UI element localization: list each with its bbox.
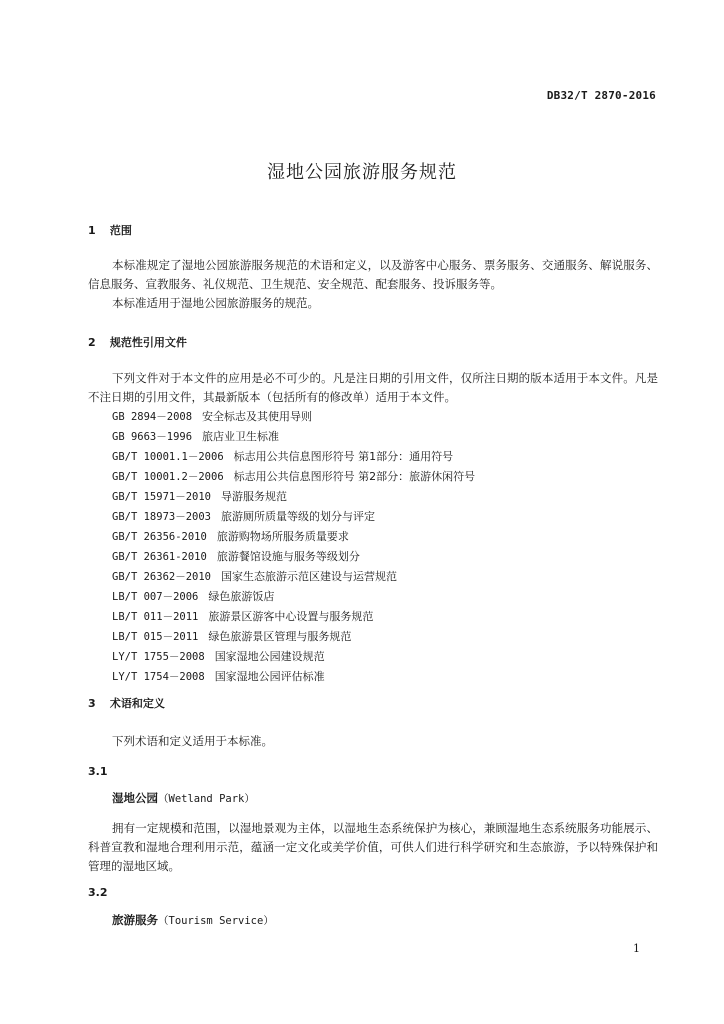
section-number: 3 (88, 697, 96, 710)
section-3-heading (88, 695, 165, 711)
page-number: 1 (633, 942, 640, 955)
reference-item: GB/T 26361-2010 旅游餐馆设施与服务等级划分 (112, 550, 360, 563)
scope-paragraph: 本标准规定了湿地公园旅游服务规范的术语和定义，以及游客中心服务、票务服务、交通服务、解说服务、信息服务、宣教服务、礼仪规范、卫生规范、安全规范、配套服务、投诉服务等。 (88, 258, 658, 291)
section-1-heading (88, 222, 132, 238)
reference-item: LB/T 011－2011 旅游景区游客中心设置与服务规范 (112, 610, 374, 623)
reference-list (112, 407, 475, 687)
term-name-en: （Tourism Service） (158, 915, 274, 927)
reference-item: GB 2894－2008 安全标志及其使用导则 (112, 410, 313, 423)
term-name-en: （Wetland Park） (158, 793, 255, 805)
term-number: 3.1 (88, 765, 108, 778)
term-definition: 拥有一定规模和范围，以湿地景观为主体，以湿地生态系统保护为核心，兼顾湿地生态系统服务功能展示、科普宣教和湿地合理利用示范，蕴涵一定文化或美学价值，可供人们进行科学研究和生态旅游，予以特殊保护和管理的湿地区域。 (88, 821, 658, 873)
term-number: 3.2 (88, 886, 108, 899)
section-title: 规范性引用文件 (109, 336, 187, 349)
section-number: 2 (88, 336, 96, 349)
section-title: 范围 (109, 224, 132, 237)
section-2-heading (88, 334, 187, 350)
reference-item: GB 9663－1996 旅店业卫生标准 (112, 430, 280, 443)
scope-applicability-paragraph: 本标准适用于湿地公园旅游服务的规范。 (112, 296, 319, 310)
references-intro-paragraph: 下列文件对于本文件的应用是必不可少的。凡是注日期的引用文件，仅所注日期的版本适用于本文件。凡是不注日期的引用文件，其最新版本（包括所有的修改单）适用于本文件。 (88, 371, 658, 404)
reference-item: GB/T 10001.2－2006 标志用公共信息图形符号 第2部分：旅游休闲符号 (112, 470, 476, 483)
reference-item: LY/T 1754－2008 国家湿地公园评估标准 (112, 670, 325, 683)
reference-item: GB/T 15971－2010 导游服务规范 (112, 490, 288, 503)
reference-item: LB/T 015－2011 绿色旅游景区管理与服务规范 (112, 630, 352, 643)
term-name-zh: 旅游服务 (112, 913, 158, 927)
document-title: 湿地公园旅游服务规范 (267, 162, 457, 183)
section-number: 1 (88, 224, 96, 237)
term-name-zh: 湿地公园 (112, 791, 158, 805)
reference-item: GB/T 18973－2003 旅游厕所质量等级的划分与评定 (112, 510, 376, 523)
reference-item: LB/T 007－2006 绿色旅游饭店 (112, 590, 275, 603)
term-title (112, 912, 274, 928)
terms-intro-paragraph: 下列术语和定义适用于本标准。 (112, 734, 273, 748)
section-title: 术语和定义 (109, 697, 165, 710)
reference-item: GB/T 10001.1－2006 标志用公共信息图形符号 第1部分：通用符号 (112, 450, 454, 463)
reference-item: GB/T 26356-2010 旅游购物场所服务质量要求 (112, 530, 349, 543)
document-code: DB32/T 2870-2016 (546, 89, 656, 102)
reference-item: GB/T 26362－2010 国家生态旅游示范区建设与运营规范 (112, 570, 398, 583)
term-title (112, 790, 255, 806)
reference-item: LY/T 1755－2008 国家湿地公园建设规范 (112, 650, 325, 663)
